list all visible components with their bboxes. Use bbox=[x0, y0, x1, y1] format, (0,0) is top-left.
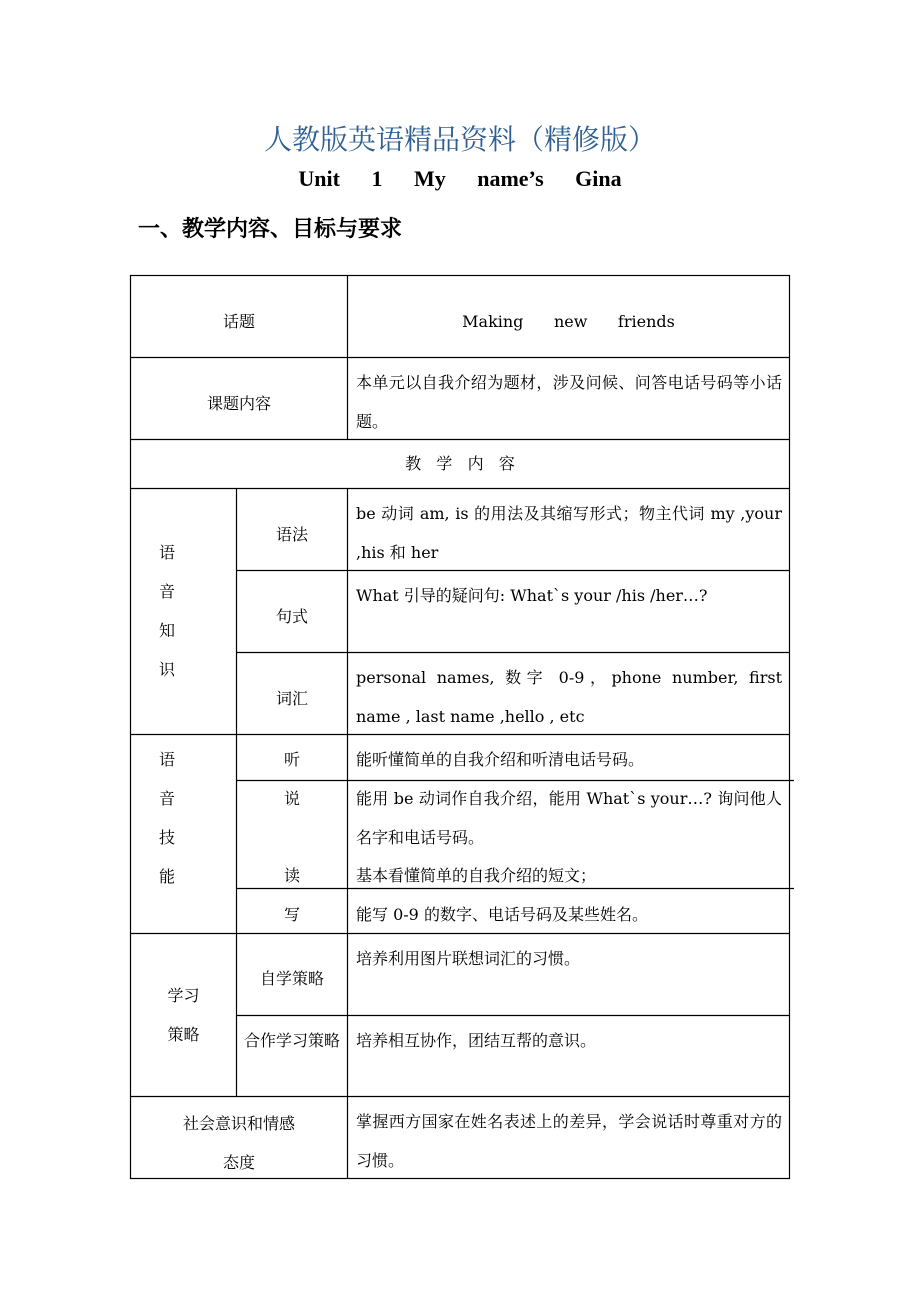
language-knowledge-label-1: 语 bbox=[158, 543, 175, 562]
topic-value: Making new friends bbox=[462, 312, 675, 331]
grammar-label: 语法 bbox=[275, 525, 308, 544]
listen-label: 听 bbox=[283, 750, 300, 769]
sentence-value: What 引导的疑问句: What`s your /his /her…? bbox=[356, 586, 708, 605]
content-value: 本单元以自我介绍为题材，涉及问候、问答电话号码等小话题。 bbox=[356, 373, 782, 431]
read-label: 读 bbox=[283, 866, 300, 885]
language-skills-label-2: 音 bbox=[158, 789, 175, 808]
language-skills-label-1: 语 bbox=[158, 750, 175, 769]
page-title: 人教版英语精品资料（精修版） bbox=[263, 123, 656, 156]
listen-value: 能听懂简单的自我介绍和听清电话号码。 bbox=[356, 750, 645, 769]
topic-label: 话题 bbox=[222, 312, 255, 331]
language-skills-label-3: 技 bbox=[158, 828, 175, 847]
cooperative-label: 合作学习策略 bbox=[243, 1031, 340, 1050]
self-study-label: 自学策略 bbox=[259, 969, 324, 988]
write-value: 能写 0-9 的数字、电话号码及某些姓名。 bbox=[356, 905, 648, 924]
self-study-value: 培养利用图片联想词汇的习惯。 bbox=[356, 949, 581, 968]
learning-strategy-label-1: 学习 bbox=[167, 986, 200, 1005]
content-label: 课题内容 bbox=[206, 394, 271, 413]
language-knowledge-label-2: 音 bbox=[158, 582, 175, 601]
vocab-label: 词汇 bbox=[275, 689, 308, 708]
write-label: 写 bbox=[283, 905, 300, 924]
language-skills-label-4: 能 bbox=[158, 867, 175, 886]
social-value: 掌握西方国家在姓名表述上的差异，学会说话时尊重对方的习惯。 bbox=[356, 1112, 782, 1170]
language-knowledge-label-3: 知 bbox=[158, 621, 175, 640]
section-heading: 一、教学内容、目标与要求 bbox=[138, 217, 403, 242]
vocab-value: personal names, 数字 0-9，phone number, first name , last name ,hello , etc bbox=[356, 668, 782, 726]
learning-strategy-label-2: 策略 bbox=[167, 1025, 200, 1044]
sentence-label: 句式 bbox=[275, 607, 308, 626]
social-label-1: 社会意识和情感 bbox=[182, 1114, 295, 1133]
language-knowledge-label-4: 识 bbox=[158, 660, 175, 679]
cooperative-value: 培养相互协作，团结互帮的意识。 bbox=[356, 1031, 597, 1050]
speak-label: 说 bbox=[283, 789, 300, 808]
speak-value: 能用 be 动词作自我介绍，能用 What`s your…? 询问他人名字和电话号码。 bbox=[356, 789, 782, 847]
unit-heading: Unit 1 My name’s Gina bbox=[298, 166, 622, 191]
teaching-content-header: 教 学 内 容 bbox=[405, 454, 515, 473]
social-label-2: 态度 bbox=[222, 1153, 255, 1172]
grammar-value: be 动词 am, is 的用法及其缩写形式；物主代词 my ,your ,his 和 her bbox=[356, 504, 782, 562]
read-value: 基本看懂简单的自我介绍的短文； bbox=[356, 866, 597, 885]
